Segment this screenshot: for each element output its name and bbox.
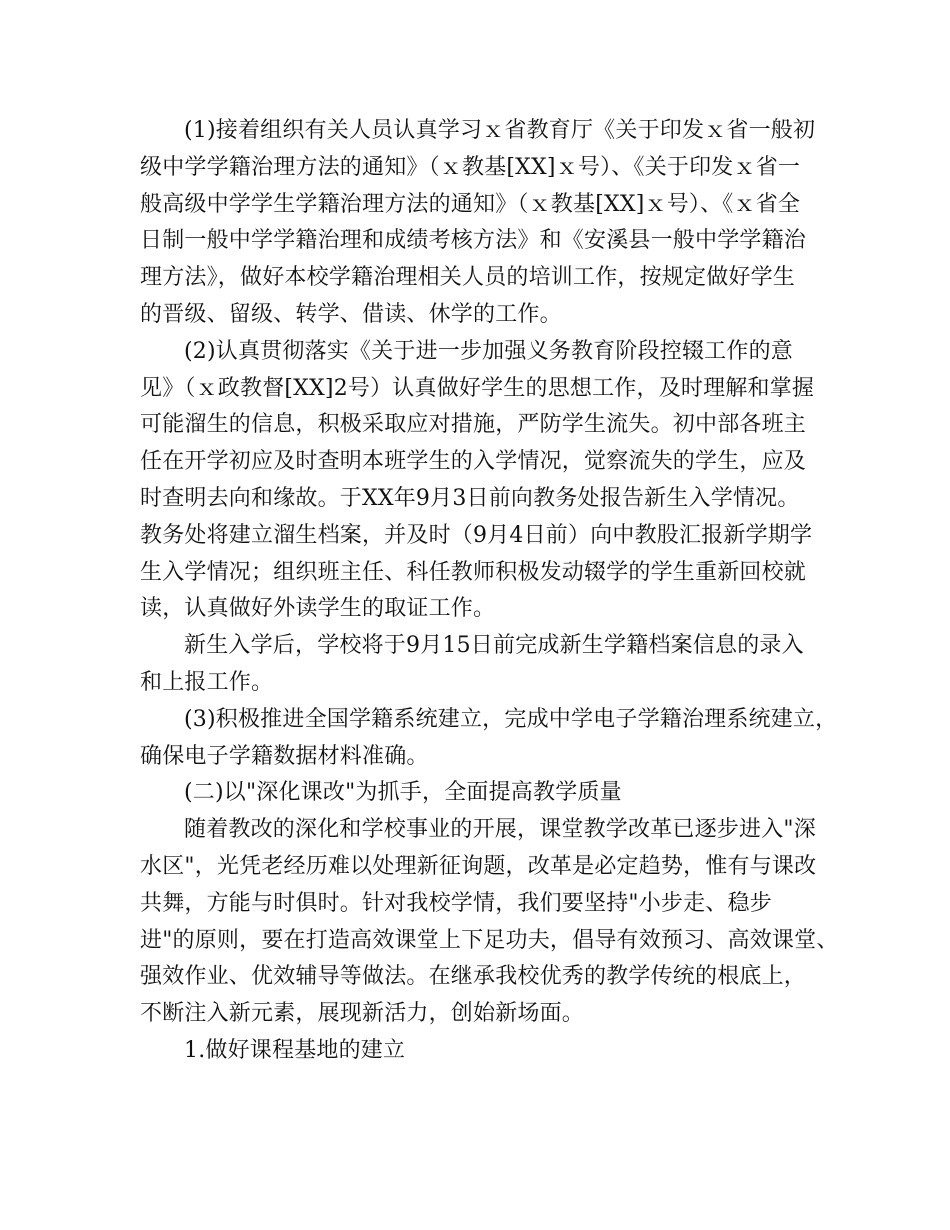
text-line: (1)接着组织有关人员认真学习ｘ省教育厅《关于印发ｘ省一般初 bbox=[184, 118, 816, 143]
paragraph-4 bbox=[140, 702, 838, 776]
document-page bbox=[140, 113, 839, 1070]
paragraph-3 bbox=[140, 628, 825, 702]
text-line: 级中学学籍治理方法的通知》（ｘ教基[XX]ｘ号）、《关于印发ｘ省一 bbox=[140, 154, 801, 180]
text-line: 新生入学后，学校将于9月15日前完成新生学籍档案信息的录入 bbox=[184, 633, 804, 659]
text-line: 确保电子学籍数据材料准确。 bbox=[140, 743, 429, 769]
subsection-heading bbox=[140, 1033, 825, 1070]
text-line: 可能溜生的信息，积极采取应对措施，严防学生流失。初中部各班主 bbox=[140, 412, 807, 438]
text-line: 和上报工作。 bbox=[140, 669, 274, 695]
paragraph-5 bbox=[140, 812, 839, 1033]
text-line: 随着教改的深化和学校事业的开展，课堂教学改革已逐步进入"深 bbox=[184, 817, 816, 843]
text-line: (二)以"深化课改"为抓手，全面提高教学质量 bbox=[184, 780, 622, 806]
section-heading bbox=[140, 775, 825, 812]
text-line: 见》（ｘ政教督[XX]2号）认真做好学生的思想工作，及时理解和掌握 bbox=[140, 375, 815, 401]
text-line: 般高级中学学生学籍治理方法的通知》（ｘ教基[XX]ｘ号）、《ｘ省全 bbox=[140, 191, 801, 217]
text-line: 理方法》，做好本校学籍治理相关人员的培训工作，按规定做好学生 bbox=[140, 265, 796, 291]
text-line: 教务处将建立溜生档案，并及时（9月4日前）向中教股汇报新学期学 bbox=[140, 522, 813, 548]
text-line: 的晋级、留级、转学、借读、休学的工作。 bbox=[140, 301, 562, 327]
text-line: 读，认真做好外读学生的取证工作。 bbox=[140, 596, 496, 622]
text-line: 进"的原则，要在打造高效课堂上下足功夫，倡导有效预习、高效课堂、 bbox=[140, 927, 839, 953]
text-line: 生入学情况；组织班主任、科任教师积极发动辍学的学生重新回校就 bbox=[140, 559, 807, 585]
text-line: (2)认真贯彻落实《关于进一步加强义务教育阶段控辍工作的意 bbox=[184, 338, 793, 364]
text-line: (3)积极推进全国学籍系统建立，完成中学电子学籍治理系统建立， bbox=[184, 706, 838, 732]
paragraph-1 bbox=[140, 113, 825, 334]
text-line: 水区"，光凭老经历难以处理新征询题，改革是必定趋势，惟有与课改 bbox=[140, 853, 817, 879]
text-line: 不断注入新元素，展现新活力，创始新场面。 bbox=[140, 1001, 585, 1027]
text-line: 1.做好课程基地的建立 bbox=[184, 1037, 406, 1063]
paragraph-2 bbox=[140, 334, 825, 628]
text-line: 日制一般中学学籍治理和成绩考核方法》和《安溪县一般中学学籍治 bbox=[140, 228, 807, 254]
text-line: 时查明去向和缘故。于XX年9月3日前向教务处报告新生入学情况。 bbox=[140, 485, 800, 511]
text-line: 强效作业、优效辅导等做法。在继承我校优秀的教学传统的根底上， bbox=[140, 964, 807, 990]
text-line: 任在开学初应及时查明本班学生的入学情况，觉察流失的学生，应及 bbox=[140, 449, 807, 475]
text-line: 共舞，方能与时俱时。针对我校学情，我们要坚持"小步走、稳步 bbox=[140, 890, 772, 916]
